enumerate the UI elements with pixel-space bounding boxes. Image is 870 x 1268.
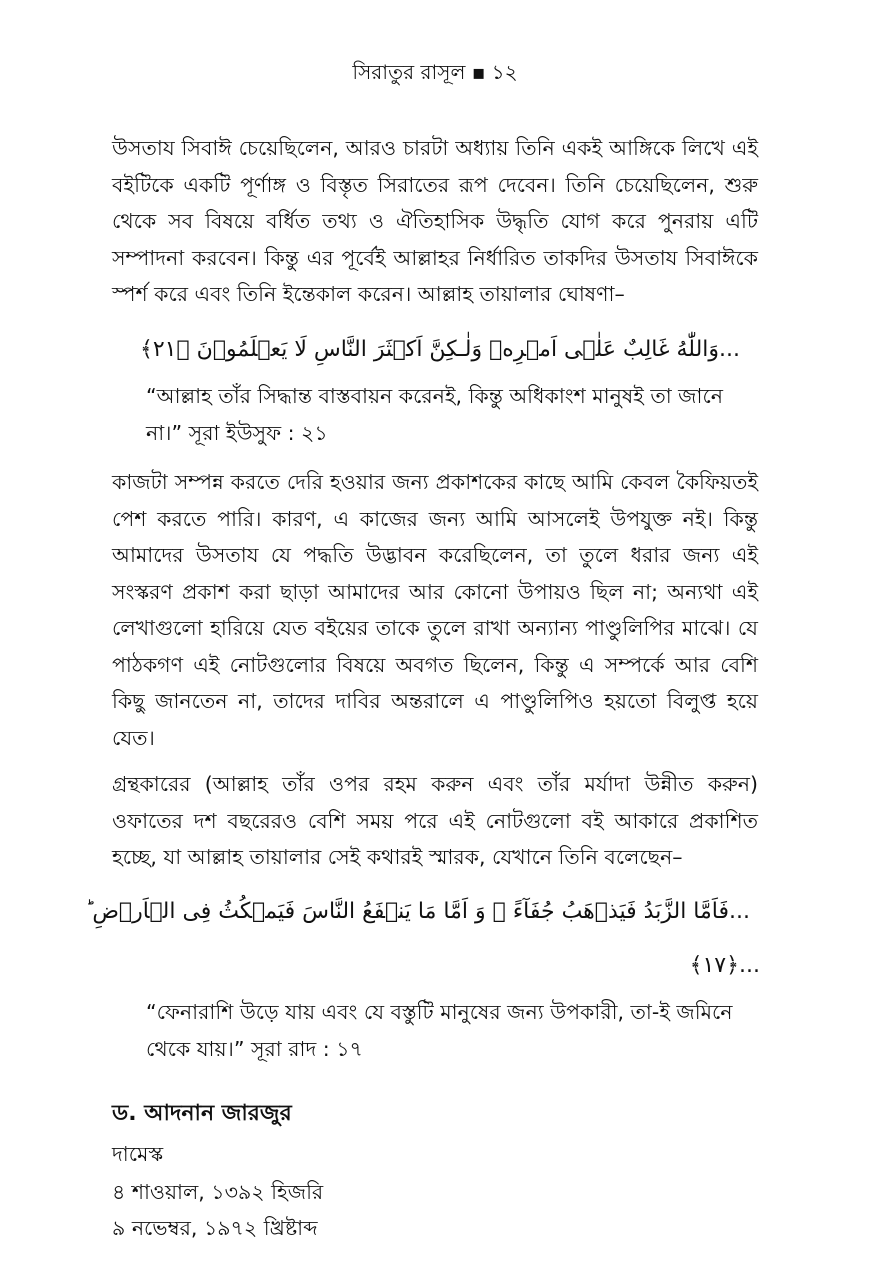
date-gregorian: ৯ নভেম্বর, ১৯৭২ খ্রিষ্টাব্দ — [112, 1216, 318, 1240]
quran-verse-yusuf-translation: “আল্লাহ তাঁর সিদ্ধান্ত বাস্তবায়ন করেনই, কিন্তু অধিকাংশ মানুষই তা জানে না।” সূরা ইউসুফ : ২১ — [146, 384, 723, 445]
author-place: দামেস্ক — [112, 1142, 164, 1166]
author-name: ড. আদনান জারজুর — [112, 1101, 292, 1126]
paragraph-3: গ্রন্থকারের (আল্লাহ তাঁর ওপর রহম করুন এবং তাঁর মর্যাদা উন্নীত করুন) ওফাতের দশ বছরেরও বেশি সময় পরে এই নোটগুলো বই আকারে প্রকাশিত হচ্ছে, যা আল্লাহ তায়ালার সেই কথারই স্মারক, যেখানে তিনি বলেছেন– — [112, 772, 758, 869]
quran-verse-rad-arabic-line1: ...فَاَمَّا الزَّبَدُ فَيَذۡهَبُ جُفَآءً ۚ وَ اَمَّا مَا يَنۡفَعُ النَّاسَ فَيَمۡكُثُ فِى الۡاَرۡضِ ؕ — [85, 899, 750, 924]
quran-verse-yusuf-arabic: ...وَاللّٰهُ غَالِبٌ عَلٰۤى اَمۡرِهٖ وَلٰـكِنَّ اَكۡثَرَ النَّاسِ لَا يَعۡلَمُوۡنَ ﴿۲۱﴾ — [139, 337, 740, 362]
paragraph-2: কাজটা সম্পন্ন করতে দেরি হওয়ার জন্য প্রকাশকের কাছে আমি কেবল কৈফিয়তই পেশ করতে পারি। কারণ, এ কাজের জন্য আমি আসলেই উপযুক্ত নই। কিন্তু আমাদের উসতায যে পদ্ধতি উদ্ভাবন করেছিলেন, তা তুলে ধরার জন্য এই সংস্করণ প্রকাশ করা ছাড়া আমাদের আর কোনো উপায়ও ছিল না; অন্যথা এই লেখাগুলো হারিয়ে যেত বইয়ের তাকে তুলে রাখা অন্যান্য পাণ্ডুলিপির মাঝে। যে পাঠকগণ এই নোটগুলোর বিষয়ে অবগত ছিলেন, কিন্তু এ সম্পর্কে আর বেশি কিছু জানতেন না, তাদের দাবির অন্তরালে এ পাণ্ডুলিপিও হয়তো বিলুপ্ত হয়ে যেত। — [112, 470, 758, 750]
paragraph-1: উসতায সিবাঈ চেয়েছিলেন, আরও চারটা অধ্যায় তিনি একই আঙ্গিকে লিখে এই বইটিকে একটি পূর্ণাঙ্গ ও বিস্তৃত সিরাতের রূপ দেবেন। তিনি চেয়েছিলেন, শুরু থেকে সব বিষয়ে বর্ধিত তথ্য ও ঐতিহাসিক উদ্ধৃতি যোগ করে পুনরায় এটি সম্পাদনা করবেন। কিন্তু এর পূর্বেই আল্লাহর নির্ধারিত তাকদির উসতায সিবাঈকে স্পর্শ করে এবং তিনি ইন্তেকাল করেন। আল্লাহ তায়ালার ঘোষণা– — [112, 136, 758, 306]
quran-verse-rad-arabic-line2: ...﴿۱۷﴾ — [689, 953, 760, 978]
running-header: সিরাতুর রাসূল ▪ ১২ — [352, 60, 518, 84]
date-hijri: ৪ শাওয়াল, ১৩৯২ হিজরি — [112, 1180, 324, 1204]
quran-verse-rad-translation: “ফেনারাশি উড়ে যায় এবং যে বস্তুটি মানুষের জন্য উপকারী, তা-ই জমিনে থেকে যায়।” সূরা রাদ : ১৭ — [146, 1000, 733, 1061]
